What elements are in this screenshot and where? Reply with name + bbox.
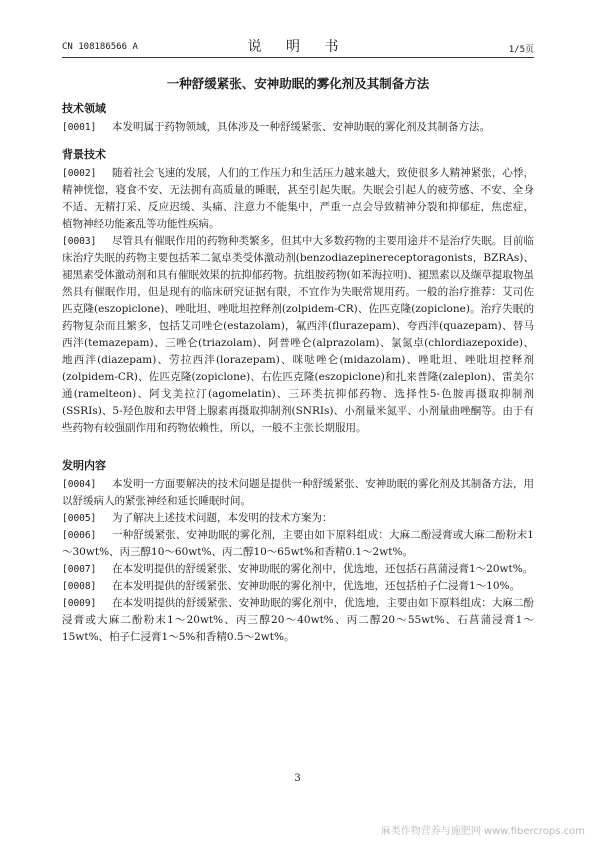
page-header (62, 36, 534, 56)
header-title: 说 明 书 (247, 39, 349, 55)
paragraph-text: 在本发明提供的舒缓紧张、安神助眠的雾化剂中，优选地，还包括柏子仁浸膏1～10%。 (112, 580, 521, 592)
paragraph-text: 一种舒缓紧张、安神助眠的雾化剂，主要由如下原料组成：大麻二酚浸膏或大麻二酚粉末1～30wt%、丙三醇10～60wt%、丙二醇10～65wt%和香精0.1～2wt%。 (62, 529, 534, 558)
paragraph-number: [0005] (62, 513, 97, 524)
paragraph-number: [0003] (62, 236, 97, 247)
paragraph (62, 119, 534, 136)
paragraph-text: 尽管具有催眠作用的药物种类繁多，但其中大多数药物的主要用途并不是治疗失眠。目前临床治疗失眠的药物主要包括苯二氮卓类受体激动剂(benzodiazepinereceptoragonists，BZRAs)、褪黑素受体激动剂和具有催眠效果的抗抑郁药物。抗组胺药物(如苯海拉明)、褪黑素以及缬草提取物虽然具有催眠作用，但是现有的临床研究证据有限，不宜作为失眠常规用药。一般的治疗推荐：艾司佐匹克隆(eszopiclone)、唑吡坦、唑吡坦控释剂(zolpidem-CR)、佐匹克隆(zopiclone)。治疗失眠的药物复杂而且繁多，包括艾司唑仑(estazolam)，氟西泮(flurazepam)、夸西泮(quazepam)、替马西泮(temazepam)、三唑仑(triazolam)、阿普唑仑(alprazolam)、氯氮卓(chlordiazepoxide)、地西泮(diazepam)、劳拉西泮(lorazepam)、咪哒唑仑(midazolam)、唑吡坦、唑吡坦控释剂(zolpidem-CR)、佐匹克隆(zopiclone)、右佐匹克隆(eszopiclone)和扎来普隆(zaleplon)、雷美尔通(ramelteon)、阿戈美拉汀(agomelatin)、三环类抗抑郁药物、选择性5-色胺再摄取抑制剂(SSRIs)、5-羟色胺和去甲肾上腺素再摄取抑制剂(SNRIs)、小剂量米氮平、小剂量曲唑酮等。由于有些药物有较强副作用和药物依赖性，所以，一般不主张长期服用。 (62, 235, 534, 434)
paragraph-text: 随着社会飞速的发展，人们的工作压力和生活压力越来越大，致使很多人精神紧张，心悸，精神恍惚，寝食不安、无法拥有高质量的睡眠，甚至引起失眠。失眠会引起人的疲劳感、不安、全身不适、无精打采、反应迟缓、头痛、注意力不能集中，严重一点会导致精神分裂和抑郁症，焦虑症，植物神经功能紊乱等功能性疾病。 (62, 167, 534, 230)
paragraph-text: 本发明属于药物领域，具体涉及一种舒缓紧张、安神助眠的雾化剂及其制备方法。 (112, 121, 490, 133)
section-heading-invention: 发明内容 (62, 459, 106, 472)
paragraph (62, 233, 534, 437)
document-number: CN 108186566 A (62, 42, 138, 52)
paragraph-text: 为了解决上述技术问题，本发明的技术方案为： (112, 512, 333, 524)
paragraph-number: [0002] (62, 168, 97, 179)
paragraph-text: 在本发明提供的舒缓紧张、安神助眠的雾化剂中，优选地，主要由如下原料组成：大麻二酚浸膏或大麻二酚粉末1～20wt%、丙三醇20～40wt%、丙二醇20～55wt%、石菖蒲浸膏1～15wt%、柏子仁浸膏1～5%和香精0.5～2wt%。 (62, 597, 534, 643)
paragraph (62, 527, 534, 561)
paragraph (62, 476, 534, 510)
paragraph (62, 561, 534, 578)
section-heading-technical-field: 技术领域 (62, 102, 106, 115)
paragraph-number: [0009] (62, 598, 97, 609)
section-spacer (62, 437, 534, 447)
paragraph (62, 510, 534, 527)
document-body (62, 100, 534, 646)
document-title: 一种舒缓紧张、安神助眠的雾化剂及其制备方法 (166, 76, 430, 91)
paragraph-text: 在本发明提供的舒缓紧张、安神助眠的雾化剂中，优选地，还包括石菖蒲浸膏1～20wt%。 (112, 563, 534, 575)
paragraph-number: [0004] (62, 479, 97, 490)
paragraph (62, 165, 534, 233)
paragraph (62, 578, 534, 595)
paragraph-number: [0001] (62, 122, 97, 133)
page-number: 3 (294, 773, 301, 784)
paragraph-text: 本发明一方面要解决的技术问题是提供一种舒缓紧张、安神助眠的雾化剂及其制备方法，用以舒缓病人的紧张神经和延长睡眠时间。 (62, 478, 534, 507)
watermark: 麻类作物营养与施肥网 www.fibercrops.com (380, 826, 585, 837)
paragraph-number: [0006] (62, 530, 97, 541)
section-heading-background: 背景技术 (62, 148, 106, 161)
header-divider (62, 57, 534, 58)
paragraph-number: [0008] (62, 581, 97, 592)
paragraph-number: [0007] (62, 564, 97, 575)
page-info: 1/5页 (508, 45, 534, 55)
paragraph (62, 595, 534, 646)
